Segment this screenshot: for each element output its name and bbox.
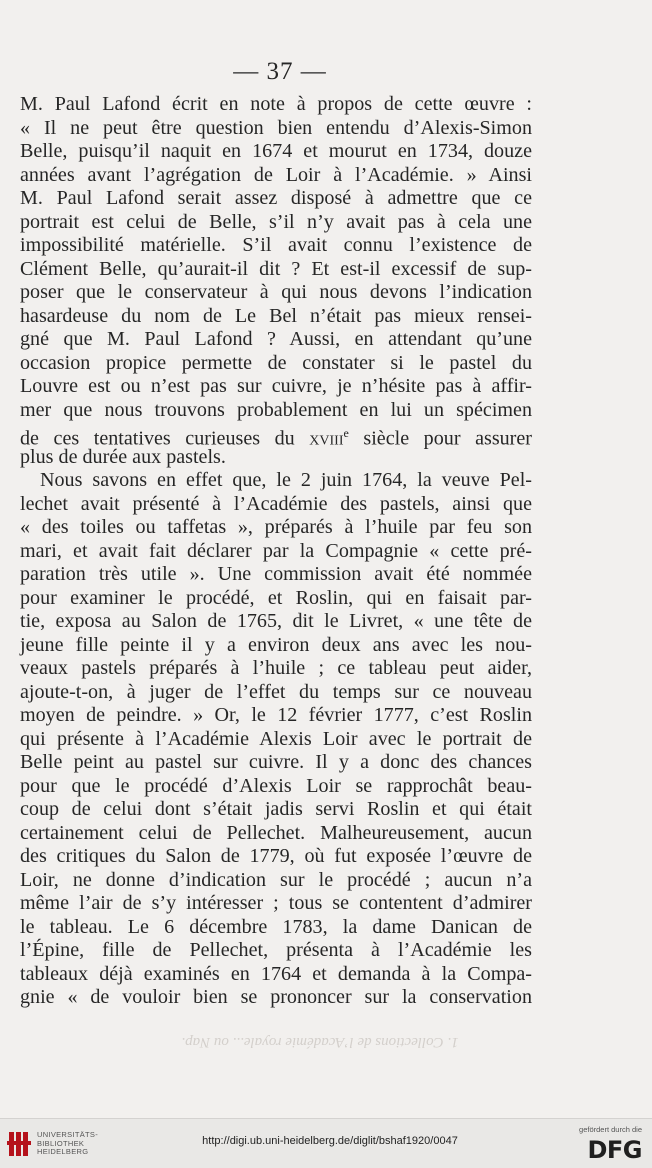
text-line: l’Épine, fille de Pellechet, présenta à l’Académie les: [20, 939, 532, 961]
text-line: « Il ne peut être question bien entendu d’Alexis-Simon: [20, 116, 532, 139]
century-suffix: e: [343, 426, 349, 440]
bleed-through-text: 1. Collections de l’Académie royale... ou Nap.: [181, 1034, 459, 1050]
century-numeral: xviii: [309, 427, 344, 450]
text-line: tie, exposa au Salon de 1765, dit le Livret, « une tête de: [20, 610, 532, 632]
text-line: gné que M. Paul Lafond ? Aussi, en attendant qu’une: [20, 328, 532, 350]
text-line: hasardeuse du nom de Le Bel n’était pas mieux rensei-: [20, 304, 532, 327]
page-number: — 37 —: [233, 58, 327, 85]
text-line: pour que le procédé d’Alexis Loir se rapprochât beau-: [20, 774, 532, 797]
text-line: paration très utile ». Une commission avait été nommée: [20, 563, 532, 585]
logo-line: BIBLIOTHEK: [37, 1138, 85, 1148]
body-text: [20, 93, 532, 1010]
text-line: Nous savons en effet que, le 2 juin 1764, la veuve Pel-: [40, 469, 532, 491]
text-line: le tableau. Le 6 décembre 1783, la dame Danican de: [20, 915, 532, 938]
text-line: qui présente à l’Académie Alexis Loir avec le portrait de: [20, 727, 532, 750]
text-line: plus de durée aux pastels.: [20, 445, 226, 468]
text-line: coup de celui dont s’était jadis servi Roslin et qui était: [20, 798, 532, 820]
text-line: impossibilité matérielle. S’il avait connu l’existence de: [20, 234, 532, 256]
funding-label: gefördert durch die: [579, 1125, 642, 1134]
text-line: Clément Belle, qu’aurait-il dit ? Et est-il excessif de sup-: [20, 257, 532, 280]
text-line: tableaux déjà examinés en 1764 et demanda à la Compa-: [20, 962, 532, 985]
text-line: années avant l’agrégation de Loir à l’Académie. » Ainsi: [20, 163, 532, 186]
text-line: « des toiles ou taffetas », préparés à l’huile par feu son: [20, 516, 532, 538]
text-line: moyen de peindre. » Or, le 12 février 1777, c’est Roslin: [20, 704, 532, 726]
source-url-link[interactable]: http://digi.ub.uni-heidelberg.de/diglit/bshaf1920/0047: [202, 1135, 458, 1147]
logo-line: UNIVERSITÄTS-: [37, 1130, 98, 1139]
text-line: lechet avait présenté à l’Académie des pastels, ainsi que: [20, 492, 532, 515]
text-line: gnie « de vouloir bien se prononcer sur la conservation: [20, 986, 532, 1008]
text-line: M. Paul Lafond serait assez disposé à admettre que ce: [20, 187, 532, 209]
university-library-name: [37, 1131, 98, 1157]
viewer-footer: [0, 1118, 652, 1168]
text-line: poser que le conservateur à qui nous devons l’indication: [20, 281, 532, 303]
text-line: M. Paul Lafond écrit en note à propos de cette œuvre :: [20, 93, 532, 115]
text-line: Belle, puisqu’il naquit en 1674 et mourut en 1734, douze: [20, 140, 532, 162]
text-line: mer que nous trouvons probablement en lui un spécimen: [20, 398, 532, 421]
text-line: Loir, ne donne d’indication sur le procédé ; aucun n’a: [20, 868, 532, 891]
text-line: Louvre est ou n’est pas sur cuivre, je n’hésite pas à affir-: [20, 375, 532, 397]
text-line: veaux pastels préparés à l’huile ; ce tableau peut aider,: [20, 657, 532, 679]
logo-line: HEIDELBERG: [37, 1147, 89, 1156]
text-line: jeune fille peinte il y a environ deux ans avec les nou-: [20, 633, 532, 656]
text-line: occasion propice permette de constater si le pastel du: [20, 351, 532, 374]
text-line: Belle peint au pastel sur cuivre. Il y a donc des chances: [20, 751, 532, 773]
text-line: des critiques du Salon de 1779, où fut exposée l’œuvre de: [20, 845, 532, 867]
dfg-logo: DFG: [587, 1136, 642, 1164]
university-library-logo-icon: [7, 1130, 31, 1158]
text-line: certainement celui de Pellechet. Malheureusement, aucun: [20, 821, 532, 844]
text-line: ajoute-t-on, à juger de l’effet du temps sur ce nouveau: [20, 680, 532, 703]
text-line: de ces tentatives curieuses du xviii$^e$ siècle pour assurer: [20, 426, 532, 450]
text-line: pour examiner le procédé, et Roslin, qui en faisait par-: [20, 586, 532, 609]
text-line: même l’air de s’y intéresser ; tous se contentent d’admirer: [20, 892, 532, 914]
text-line: portrait est celui de Belle, s’il n’y avait pas à cela une: [20, 210, 532, 233]
text-line: mari, et avait fait déclarer par la Compagnie « cette pré-: [20, 539, 532, 562]
